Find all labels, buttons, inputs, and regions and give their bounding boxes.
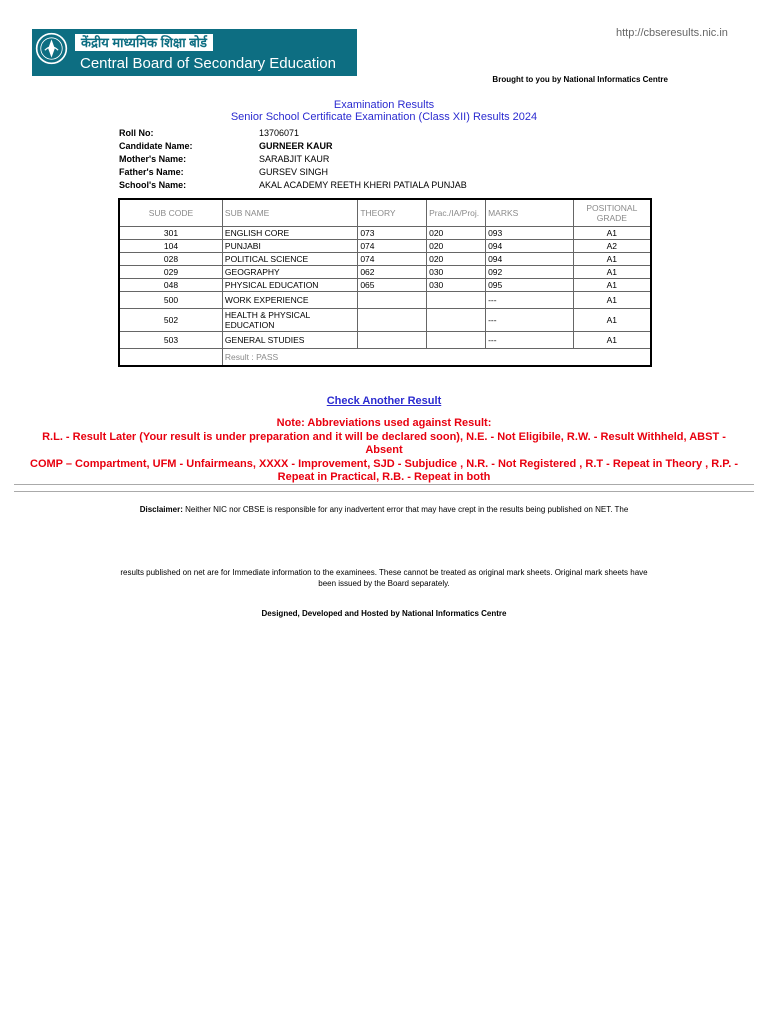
- marks-cell: ---: [486, 292, 574, 309]
- sub-name-cell: ENGLISH CORE: [222, 227, 357, 240]
- site-url: http://cbseresults.nic.in: [616, 27, 728, 39]
- sub-code-cell: 503: [119, 332, 222, 349]
- note-line-2: COMP – Compartment, UFM - Unfairmeans, XXXX - Improvement, SJD - Subjudice , N.R. - Not Registered , R.T - Repeat in Theory , R.P. - Repeat in Practical, R.B. - Repeat in both: [30, 457, 738, 483]
- sub-code-cell: 028: [119, 253, 222, 266]
- marks-table: [118, 198, 652, 367]
- school-row: [119, 178, 467, 191]
- marks-cell: 095: [486, 279, 574, 292]
- grade-cell: A1: [573, 292, 651, 309]
- table-row: [119, 266, 651, 279]
- result-row: [119, 349, 651, 367]
- table-row: [119, 227, 651, 240]
- theory-cell: [358, 309, 427, 332]
- grade-cell: A1: [573, 253, 651, 266]
- father-name-label: Father's Name:: [119, 166, 184, 177]
- table-row: [119, 253, 651, 266]
- theory-cell: 073: [358, 227, 427, 240]
- result-cell: [222, 349, 651, 367]
- mother-row: [119, 152, 467, 165]
- mother-name-label: Mother's Name:: [119, 153, 187, 164]
- sub-code-cell: 301: [119, 227, 222, 240]
- col-header-theory: THEORY: [358, 199, 427, 227]
- divider: [14, 484, 754, 492]
- footer-credit: Designed, Developed and Hosted by National Informatics Centre: [261, 609, 507, 618]
- result-label: Result :: [224, 352, 254, 362]
- theory-cell: [358, 332, 427, 349]
- practical-cell: 020: [427, 227, 486, 240]
- logo-hindi-text: केंद्रीय माध्यमिक शिक्षा बोर्ड: [75, 34, 213, 51]
- sub-name-cell: GENERAL STUDIES: [222, 332, 357, 349]
- roll-label: Roll No:: [119, 127, 154, 138]
- grade-cell: A1: [573, 266, 651, 279]
- col-header-marks: MARKS: [486, 199, 574, 227]
- marks-cell: 092: [486, 266, 574, 279]
- table-row: [119, 332, 651, 349]
- marks-cell: ---: [486, 309, 574, 332]
- disclaimer-continued: results published on net are for Immediate information to the examinees. These cannot be treated as original mark sheets. Original mark sheets have been issued by the Board separately.: [120, 568, 648, 588]
- grade-cell: A1: [573, 227, 651, 240]
- practical-cell: 020: [427, 240, 486, 253]
- cbse-emblem-icon: [35, 32, 68, 65]
- grade-cell: A2: [573, 240, 651, 253]
- table-row: [119, 279, 651, 292]
- grade-cell: A1: [573, 279, 651, 292]
- note-heading: Note: Abbreviations used against Result:: [276, 417, 492, 429]
- mother-name-value: SARABJIT KAUR: [259, 153, 330, 164]
- school-name-label: School's Name:: [119, 179, 187, 190]
- sub-name-cell: POLITICAL SCIENCE: [222, 253, 357, 266]
- marks-cell: ---: [486, 332, 574, 349]
- father-row: [119, 165, 467, 178]
- sub-name-cell: GEOGRAPHY: [222, 266, 357, 279]
- grade-cell: A1: [573, 332, 651, 349]
- col-header-practical: Prac./IA/Proj.: [427, 199, 486, 227]
- school-name-value: AKAL ACADEMY REETH KHERI PATIALA PUNJAB: [259, 179, 467, 190]
- col-header-sub-code: SUB CODE: [119, 199, 222, 227]
- candidate-info: [119, 126, 467, 191]
- sub-code-cell: 500: [119, 292, 222, 309]
- marks-cell: 094: [486, 240, 574, 253]
- table-row: [119, 292, 651, 309]
- sub-code-cell: 048: [119, 279, 222, 292]
- disclaimer: [0, 505, 768, 514]
- sub-code-cell: 029: [119, 266, 222, 279]
- exam-subtitle: Senior School Certificate Examination (Class XII) Results 2024: [230, 111, 538, 123]
- logo-english-text: Central Board of Secondary Education: [80, 55, 336, 72]
- cbse-logo: [32, 29, 357, 76]
- sub-code-cell: 104: [119, 240, 222, 253]
- practical-cell: [427, 309, 486, 332]
- sub-name-cell: PHYSICAL EDUCATION: [222, 279, 357, 292]
- marks-cell: 093: [486, 227, 574, 240]
- marks-cell: 094: [486, 253, 574, 266]
- father-name-value: GURSEV SINGH: [259, 166, 329, 177]
- theory-cell: 062: [358, 266, 427, 279]
- practical-cell: [427, 332, 486, 349]
- roll-row: [119, 126, 467, 139]
- exam-title: Examination Results: [333, 99, 435, 111]
- col-header-sub-name: SUB NAME: [222, 199, 357, 227]
- sub-name-cell: PUNJABI: [222, 240, 357, 253]
- disclaimer-label: Disclaimer:: [139, 505, 183, 514]
- practical-cell: 030: [427, 266, 486, 279]
- table-row: [119, 309, 651, 332]
- check-another-result-link[interactable]: Check Another Result: [326, 395, 442, 407]
- marks-header-row: [119, 199, 651, 227]
- theory-cell: 074: [358, 240, 427, 253]
- practical-cell: 020: [427, 253, 486, 266]
- practical-cell: [427, 292, 486, 309]
- name-row: [119, 139, 467, 152]
- practical-cell: 030: [427, 279, 486, 292]
- col-header-grade: POSITIONAL GRADE: [573, 199, 651, 227]
- grade-cell: A1: [573, 309, 651, 332]
- roll-value: 13706071: [259, 127, 300, 138]
- theory-cell: 074: [358, 253, 427, 266]
- disclaimer-text: Neither NIC nor CBSE is responsible for any inadvertent error that may have crept in the results being published on NET. The: [185, 505, 629, 514]
- abbreviations-note: [26, 417, 742, 485]
- candidate-name-label: Candidate Name:: [119, 140, 193, 151]
- sub-name-cell: HEALTH & PHYSICAL EDUCATION: [222, 309, 357, 332]
- sub-name-cell: WORK EXPERIENCE: [222, 292, 357, 309]
- theory-cell: 065: [358, 279, 427, 292]
- note-line-1: R.L. - Result Later (Your result is under preparation and it will be declared soon), N.E. - Not Eligibile, R.W. - Result Withheld, ABST - Absent: [42, 430, 726, 456]
- brought-by-text: Brought to you by National Informatics Centre: [492, 75, 668, 84]
- theory-cell: [358, 292, 427, 309]
- sub-code-cell: 502: [119, 309, 222, 332]
- result-value: PASS: [256, 352, 279, 362]
- candidate-name-value: GURNEER KAUR: [259, 140, 333, 151]
- table-row: [119, 240, 651, 253]
